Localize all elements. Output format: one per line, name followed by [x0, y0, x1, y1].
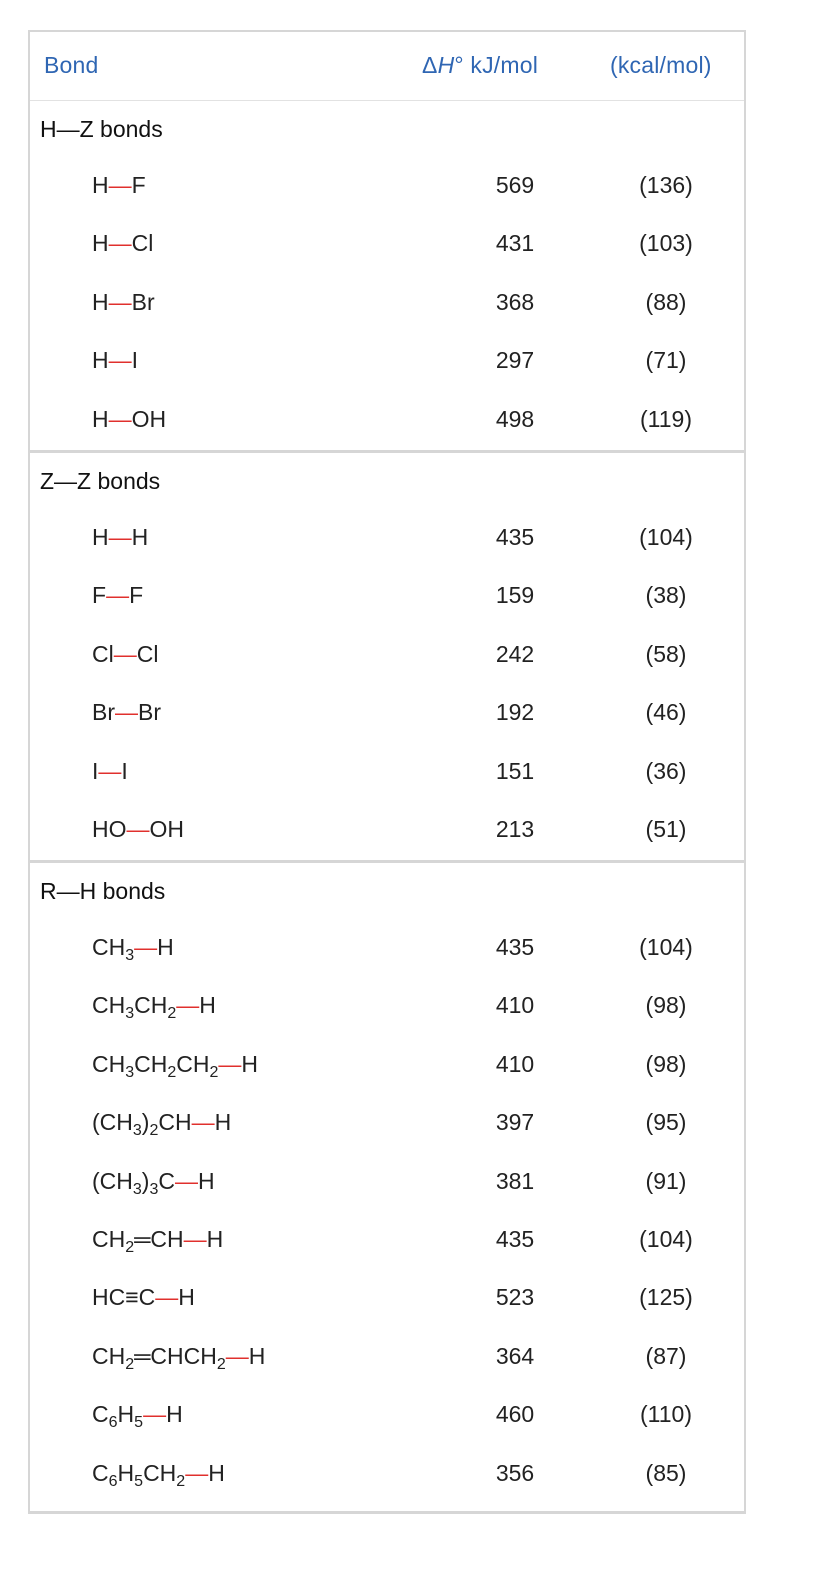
value-kj-mol: 460	[495, 1401, 535, 1428]
formula-text: Br	[131, 288, 155, 315]
table-row	[30, 216, 744, 274]
value-kcal-mol: (51)	[645, 816, 687, 842]
bond-formula	[92, 289, 155, 316]
bond-dash: —	[191, 1109, 215, 1136]
formula-text: H	[166, 1401, 183, 1428]
formula-text: )	[141, 1109, 150, 1136]
table-row	[30, 1212, 744, 1270]
value-kj-mol: 523	[495, 1284, 535, 1311]
bond-formula	[92, 992, 216, 1023]
bond-dash: —	[108, 230, 132, 257]
formula-subscript: 3	[125, 1005, 135, 1023]
formula-text: CH	[92, 1050, 126, 1077]
value-kcal-mol: (125)	[639, 1284, 693, 1311]
formula-subscript: 3	[132, 1122, 142, 1140]
table-row	[30, 158, 744, 216]
bond-formula	[92, 1460, 225, 1491]
bond-dash: —	[176, 992, 200, 1019]
formula-subscript: 2	[167, 1005, 177, 1023]
table-header	[30, 32, 744, 101]
table-row	[30, 1446, 744, 1504]
bond-dash: —	[218, 1050, 242, 1077]
value-kcal-mol: (104)	[639, 524, 693, 550]
header-degree: °	[454, 52, 464, 78]
formula-text: C	[158, 1167, 175, 1194]
value-kcal-mol: (58)	[645, 640, 687, 667]
value-kj-mol: 381	[495, 1167, 535, 1194]
value-kcal-mol: (136)	[639, 172, 693, 198]
formula-text: H	[92, 524, 109, 550]
formula-text: H	[248, 1342, 266, 1369]
formula-text: H	[92, 172, 109, 198]
formula-text: H	[214, 1109, 232, 1136]
bond-formula	[92, 1109, 231, 1140]
table-row	[30, 1037, 744, 1095]
value-kcal-mol: (87)	[645, 1342, 687, 1369]
table-row	[30, 802, 744, 860]
formula-text: H	[92, 347, 109, 374]
formula-text: F	[131, 172, 146, 198]
formula-text: H	[198, 1167, 215, 1194]
header-bond: Bond	[44, 52, 99, 78]
formula-text: ═CH	[134, 1226, 184, 1252]
formula-text: ═CHCH	[134, 1342, 217, 1369]
value-kj-mol: 356	[495, 1459, 535, 1486]
bond-formula	[92, 1168, 215, 1199]
bond-dash: —	[134, 934, 158, 960]
value-kj-mol: 569	[495, 172, 535, 198]
value-kcal-mol: (103)	[639, 230, 693, 257]
value-kj-mol: 192	[495, 699, 535, 726]
formula-text: (CH	[92, 1109, 133, 1136]
formula-text: Cl	[136, 640, 159, 667]
formula-subscript: 3	[125, 947, 135, 964]
formula-text: (CH	[92, 1167, 133, 1194]
bond-formula	[92, 699, 161, 726]
bond-formula	[92, 230, 153, 257]
formula-text: CH	[134, 1050, 168, 1077]
table-row	[30, 744, 744, 802]
bond-dash: —	[108, 172, 132, 198]
formula-subscript: 2	[149, 1122, 159, 1140]
bond-formula	[92, 1343, 265, 1374]
table-row	[30, 510, 744, 568]
table-bottom-rule	[30, 1511, 744, 1514]
formula-subscript: 2	[216, 1355, 226, 1373]
bond-dash: —	[108, 405, 132, 432]
value-kcal-mol: (88)	[645, 288, 687, 315]
value-kj-mol: 498	[495, 405, 535, 432]
value-kj-mol: 397	[495, 1109, 535, 1136]
table-row	[30, 685, 744, 743]
formula-text: Cl	[92, 640, 114, 667]
value-kj-mol: 242	[495, 640, 535, 667]
formula-text: H	[178, 1284, 195, 1311]
bond-dash: —	[115, 699, 138, 726]
bond-formula	[92, 1226, 223, 1257]
formula-subscript: 2	[176, 1472, 186, 1490]
formula-text: Br	[138, 699, 161, 726]
section-divider	[30, 860, 744, 863]
value-kj-mol: 431	[495, 230, 535, 257]
value-kj-mol: 364	[495, 1342, 535, 1369]
formula-subscript: 3	[149, 1180, 159, 1198]
value-kj-mol: 159	[495, 582, 535, 609]
value-kj-mol: 368	[495, 288, 535, 315]
table-row	[30, 920, 744, 978]
bond-dash: —	[108, 288, 132, 315]
bond-formula	[92, 1051, 258, 1082]
bond-formula	[92, 582, 143, 609]
value-kcal-mol: (71)	[645, 347, 687, 374]
formula-text: H	[117, 1401, 135, 1428]
value-kj-mol: 410	[495, 992, 535, 1019]
bond-formula	[92, 524, 148, 551]
formula-text: HC≡C	[92, 1284, 156, 1311]
formula-text: F	[92, 582, 107, 609]
bond-formula	[92, 758, 128, 785]
formula-text: Br	[92, 699, 115, 726]
formula-subscript: 5	[134, 1414, 144, 1432]
formula-text: I	[92, 757, 99, 784]
value-kcal-mol: (98)	[645, 1050, 687, 1077]
formula-text: OH	[131, 405, 167, 432]
bond-dissociation-table	[28, 30, 746, 1514]
formula-text: H	[199, 992, 216, 1019]
table-row	[30, 333, 744, 391]
header-delta: Δ	[422, 52, 438, 78]
formula-text: )	[141, 1167, 150, 1194]
bond-formula	[92, 1401, 183, 1432]
value-kcal-mol: (36)	[645, 757, 687, 784]
formula-subscript: 5	[134, 1472, 144, 1490]
value-kcal-mol: (85)	[645, 1459, 687, 1486]
table-row	[30, 1095, 744, 1153]
bond-formula	[92, 347, 138, 374]
formula-subscript: 3	[132, 1180, 142, 1198]
formula-subscript: 2	[125, 1239, 135, 1256]
value-kcal-mol: (95)	[645, 1109, 687, 1136]
table-row	[30, 568, 744, 626]
value-kcal-mol: (104)	[639, 1226, 693, 1252]
value-kj-mol: 435	[495, 1226, 535, 1252]
table-row	[30, 1387, 744, 1445]
bond-dash: —	[143, 1401, 167, 1428]
bond-formula	[92, 172, 146, 199]
bond-formula	[92, 641, 158, 668]
value-kcal-mol: (110)	[640, 1401, 692, 1428]
formula-text: CH	[92, 1226, 126, 1252]
section-divider	[30, 450, 744, 453]
formula-text: H	[92, 405, 109, 432]
formula-text: H	[92, 230, 109, 257]
bond-formula	[92, 816, 184, 843]
formula-text: I	[131, 347, 139, 374]
bond-formula	[92, 934, 174, 965]
formula-text: H	[206, 1226, 224, 1252]
bond-dash: —	[225, 1342, 249, 1369]
section-title: H—Z bonds	[40, 116, 163, 142]
bond-dash: —	[98, 757, 122, 784]
value-kj-mol: 297	[495, 347, 535, 374]
header-kj-unit: kJ/mol	[463, 52, 539, 78]
formula-text: H	[92, 288, 109, 315]
value-kcal-mol: (46)	[645, 699, 687, 726]
value-kcal-mol: (91)	[645, 1167, 687, 1194]
formula-text: CH	[92, 992, 126, 1019]
formula-text: I	[121, 757, 128, 784]
bond-dash: —	[126, 816, 150, 842]
formula-text: H	[157, 934, 174, 960]
formula-text: Cl	[131, 230, 154, 257]
table-row	[30, 1270, 744, 1328]
table-row	[30, 1154, 744, 1212]
value-kcal-mol: (98)	[645, 992, 687, 1019]
formula-text: C	[92, 1401, 109, 1428]
bond-dash: —	[106, 582, 130, 609]
formula-text: C	[92, 1459, 109, 1486]
value-kj-mol: 151	[495, 757, 535, 784]
table-row	[30, 392, 744, 450]
bond-dash: —	[108, 524, 132, 550]
formula-text: H	[241, 1050, 259, 1077]
bond-dash: —	[175, 1167, 198, 1194]
formula-text: CH	[158, 1109, 192, 1136]
table-row	[30, 1329, 744, 1387]
formula-subscript: 2	[167, 1063, 177, 1081]
formula-text: CH	[92, 934, 126, 960]
formula-subscript: 2	[125, 1355, 135, 1373]
formula-subscript: 6	[108, 1472, 118, 1490]
bond-dash: —	[113, 640, 137, 667]
bond-dash: —	[183, 1226, 207, 1252]
formula-subscript: 2	[209, 1063, 219, 1081]
table-row	[30, 978, 744, 1036]
formula-text: H	[131, 524, 149, 550]
bond-dash: —	[108, 347, 132, 374]
bond-formula	[92, 1284, 195, 1311]
value-kcal-mol: (38)	[645, 582, 687, 609]
formula-text: CH	[176, 1050, 210, 1077]
formula-text: H	[208, 1459, 225, 1486]
formula-text: HO	[92, 816, 127, 842]
header-kcal-mol: (kcal/mol)	[610, 52, 712, 78]
formula-text: CH	[143, 1459, 177, 1486]
value-kcal-mol: (119)	[640, 405, 692, 432]
header-kj-mol	[422, 52, 538, 79]
section-title: Z—Z bonds	[40, 468, 161, 494]
value-kcal-mol: (104)	[639, 934, 693, 960]
value-kj-mol: 213	[495, 816, 535, 842]
formula-text: CH	[92, 1342, 126, 1369]
bond-formula	[92, 406, 166, 433]
table-row	[30, 627, 744, 685]
table-row	[30, 275, 744, 333]
bond-dash: —	[155, 1284, 179, 1311]
value-kj-mol: 435	[495, 524, 535, 550]
value-kj-mol: 435	[495, 934, 535, 960]
header-h: H	[437, 52, 455, 78]
formula-subscript: 6	[108, 1414, 118, 1432]
formula-text: F	[129, 582, 144, 609]
value-kj-mol: 410	[495, 1050, 535, 1077]
section-title: R—H bonds	[40, 878, 166, 904]
formula-text: OH	[149, 816, 184, 842]
formula-subscript: 3	[125, 1063, 135, 1081]
formula-text: CH	[134, 992, 168, 1019]
bond-dash: —	[185, 1459, 209, 1486]
formula-text: H	[117, 1459, 135, 1486]
